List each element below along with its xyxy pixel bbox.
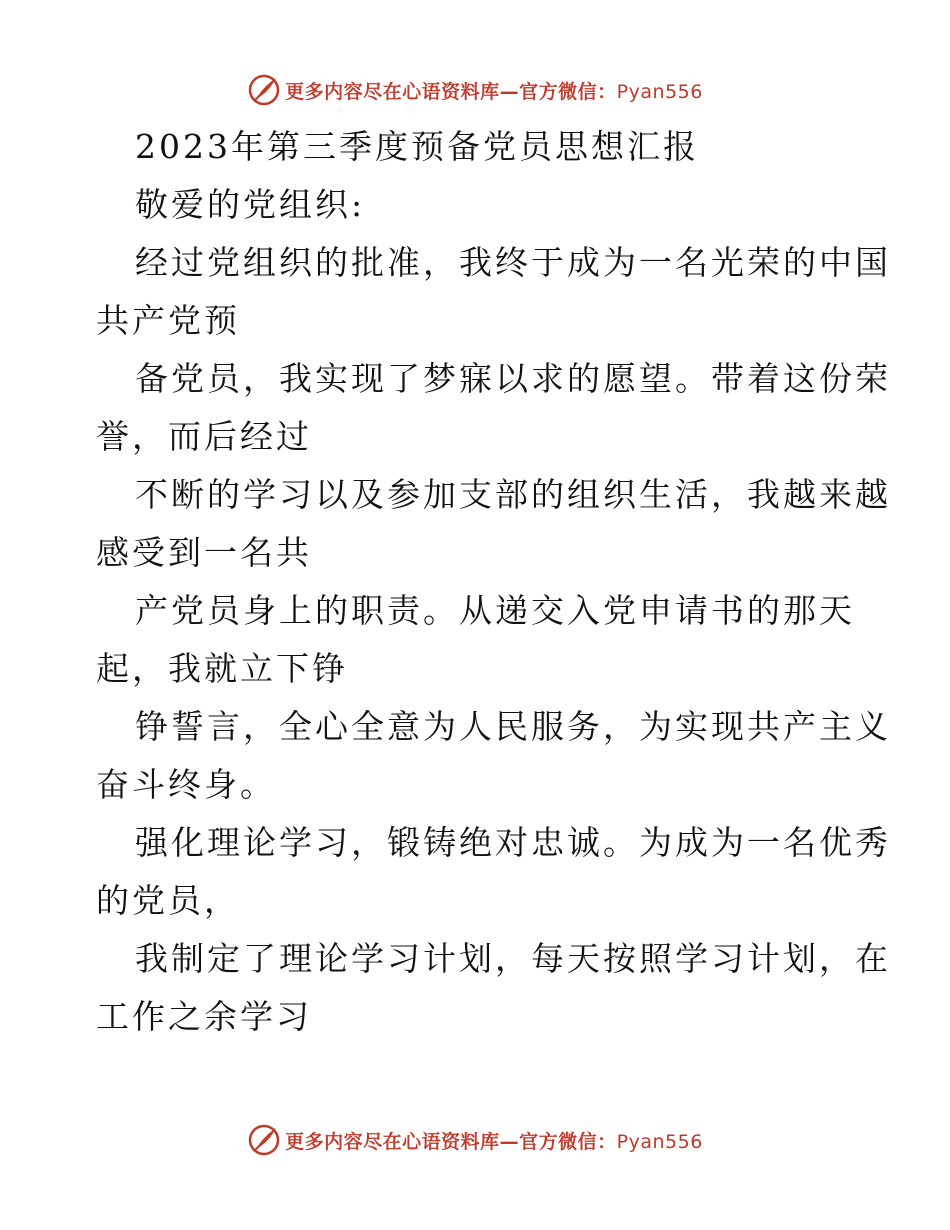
wechat-account: Pyan556	[616, 1130, 703, 1153]
document-line: 备党员，我实现了梦寐以求的愿望。带着这份荣	[135, 359, 891, 398]
document-line: 起，我就立下铮	[96, 649, 348, 688]
header-banner	[0, 70, 950, 110]
document-line: 铮誓言，全心全意为人民服务，为实现共产主义	[135, 707, 891, 746]
document-line: 不断的学习以及参加支部的组织生活，我越来越	[135, 475, 891, 514]
footer-banner	[0, 1120, 950, 1160]
document-line: 感受到一名共	[96, 533, 312, 572]
banner-text: 更多内容尽在心语资料库—官方微信：Pyan556	[285, 1130, 703, 1153]
document-line: 2023年第三季度预备党员思想汇报	[135, 127, 699, 166]
banner-text: 更多内容尽在心语资料库—官方微信：Pyan556	[285, 80, 703, 103]
feather-quill-logo-icon	[247, 73, 281, 107]
document-line: 强化理论学习，锻铸绝对忠诚。为成为一名优秀	[135, 823, 891, 862]
document-line: 敬爱的党组织:	[135, 185, 366, 224]
wechat-account: Pyan556	[616, 80, 703, 103]
document-line: 我制定了理论学习计划，每天按照学习计划，在	[135, 939, 891, 978]
document-line: 的党员，	[96, 881, 240, 920]
feather-quill-logo-icon	[247, 1123, 281, 1157]
document-line: 经过党组织的批准，我终于成为一名光荣的中国	[135, 243, 891, 282]
document-line: 共产党预	[96, 301, 240, 340]
document-line: 奋斗终身。	[96, 765, 276, 804]
document-line: 誉，而后经过	[96, 417, 312, 456]
document-line: 工作之余学习	[96, 997, 312, 1036]
document-line: 产党员身上的职责。从递交入党申请书的那天	[135, 591, 855, 630]
